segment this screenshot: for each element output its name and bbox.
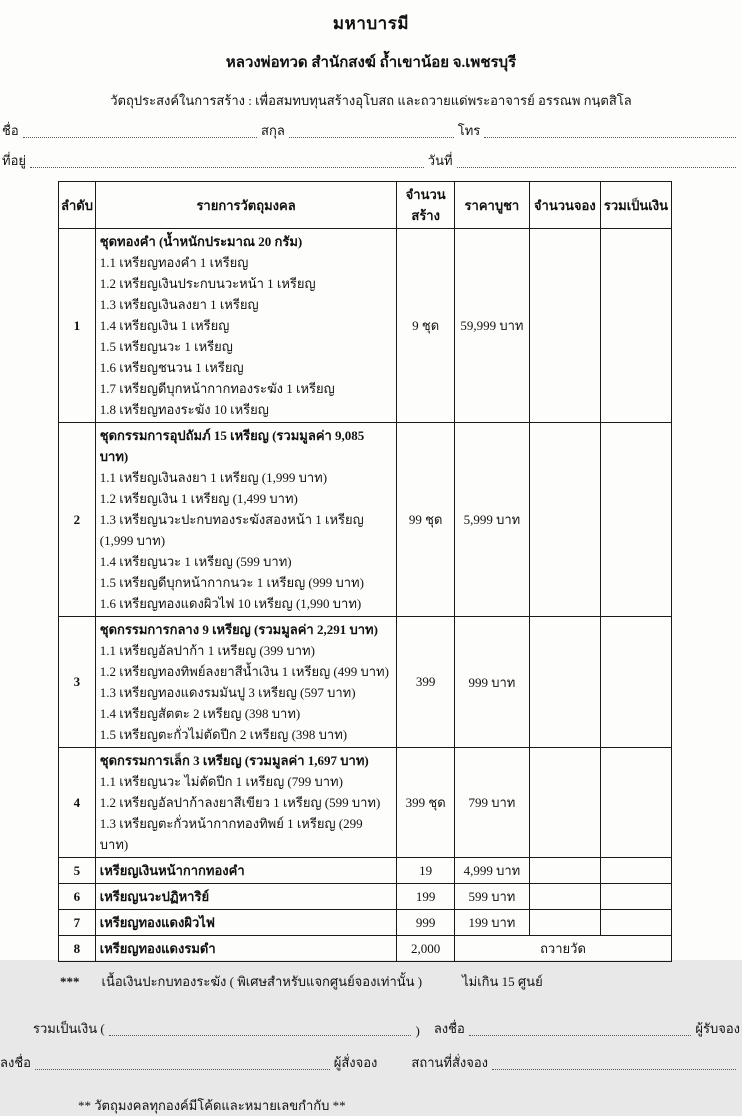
total-amount-label: รวมเป็นเงิน ( [33,1021,105,1036]
set-item: 1.5 เหรียญดีบุกหน้ากากนวะ 1 เหรียญ (999 บาท) [99,575,364,590]
row-number: 5 [59,858,96,884]
orderer-label: ผู้สั่งจอง [333,1055,378,1070]
item-name: เหรียญเงินหน้ากากทองคำ [95,858,397,884]
set-title: ชุดกรรมการกลาง 9 เหรียญ (รวมมูลค่า 2,291 บาท) [99,622,378,637]
set-item: 1.3 เหรียญเงินลงยา 1 เหรียญ [99,297,259,312]
made-count: 399 [397,617,455,748]
set-item: 1.5 เหรียญตะกั่วไม่ตัดปีก 2 เหรียญ (398 บาท) [99,727,348,742]
price-value: 5,999 บาท [454,423,529,617]
set-item: 1.5 เหรียญนวะ 1 เหรียญ [99,339,233,354]
reserve-cell [529,858,600,884]
col-header-reserved: จำนวนจอง [529,182,600,229]
set-detail-cell [95,423,397,617]
set-detail-cell [95,229,397,423]
row-number: 2 [59,423,96,617]
reserve-cell [529,423,600,617]
table-header-row [59,182,672,229]
price-value: 199 บาท [454,910,529,936]
set-item: 1.3 เหรียญนวะปะกบทองระฆังสองหน้า 1 เหรียญ (1,999 บาท) [99,512,364,548]
reserve-cell [529,617,600,748]
date-label: วันที่ [427,153,453,168]
total-cell [600,910,671,936]
table-row [59,748,672,858]
made-count: 19 [397,858,455,884]
receiver-label: ผู้รับจอง [695,1021,740,1036]
col-header-item: รายการวัตถุมงคล [95,182,397,229]
purpose-line: วัตถุประสงค์ในการสร้าง : เพื่อสมทบทุนสร้างอุโบสถ และถวายแด่พระอาจารย์ อรรณพ กนฺตสิโล [110,93,632,108]
set-item: 1.6 เหรียญชนวน 1 เหรียญ [99,360,244,375]
name-line [2,120,740,141]
phone-label: โทร [457,123,481,138]
phone-fill-line [484,134,736,138]
sign-label: ลงชื่อ [433,1021,465,1036]
row-number: 1 [59,229,96,423]
sign-label: ลงชื่อ [0,1055,31,1070]
orderer-sign-fill-line [35,1066,330,1070]
item-name: เหรียญนวะปฏิหาริย์ [95,884,397,910]
row-number: 3 [59,617,96,748]
set-item: 1.1 เหรียญนวะ ไม่ตัดปีก 1 เหรียญ (799 บาท) [99,774,343,789]
reserve-cell [529,910,600,936]
item-name: เหรียญทองแดงรมดำ [95,936,397,962]
silver-edition-footnote [60,971,742,992]
made-count: 999 [397,910,455,936]
set-item: 1.2 เหรียญเงิน 1 เหรียญ (1,499 บาท) [99,491,298,506]
footnote-text: เนื้อเงินปะกบทองระฆัง ( พิเศษสำหรับแจกศูนย์จองเท่านั้น ) [101,974,423,989]
footnote-stars: *** [60,974,80,989]
total-cell [600,858,671,884]
row-number: 7 [59,910,96,936]
table-row [59,884,672,910]
code-number-note: ** วัตถุมงคลทุกองค์มีโค้ดและหมายเลขกำกับ ** [78,1098,346,1113]
table-row [59,910,672,936]
table-row [59,423,672,617]
donation-note: ถวายวัด [454,936,671,962]
page-title: มหาบารมี [332,14,410,33]
reserve-cell [529,884,600,910]
name-label: ชื่อ [2,123,19,138]
price-value: 999 บาท [454,617,529,748]
surname-fill-line [289,134,454,138]
set-item: 1.3 เหรียญตะกั่วหน้ากากทองทิพย์ 1 เหรียญ (299 บาท) [99,816,363,852]
table-row [59,936,672,962]
set-item: 1.4 เหรียญสัตตะ 2 เหรียญ (398 บาท) [99,706,301,721]
orderer-signature-line [0,1052,740,1073]
set-detail-cell [95,748,397,858]
table-row [59,858,672,884]
set-item: 1.7 เหรียญดีบุกหน้ากากทองระฆัง 1 เหรียญ [99,381,335,396]
made-count: 199 [397,884,455,910]
price-value: 59,999 บาท [454,229,529,423]
set-item: 1.2 เหรียญเงินประกบนวะหน้า 1 เหรียญ [99,276,316,291]
reserve-cell [529,229,600,423]
surname-label: สกุล [261,123,285,138]
total-cell [600,229,671,423]
total-cell [600,423,671,617]
table-row [59,229,672,423]
total-cell [600,884,671,910]
address-line [2,150,740,171]
set-item: 1.6 เหรียญทองแดงผิวไฟ 10 เหรียญ (1,990 บาท) [99,596,362,611]
set-item: 1.4 เหรียญนวะ 1 เหรียญ (599 บาท) [99,554,292,569]
footnote-limit: ไม่เกิน 15 ศูนย์ [462,974,543,989]
set-title: ชุดกรรมการเล็ก 3 เหรียญ (รวมมูลค่า 1,697 บาท) [99,753,369,768]
set-item: 1.1 เหรียญอัลปาก้า 1 เหรียญ (399 บาท) [99,643,315,658]
set-title: ชุดทองคำ (น้ำหนักประมาณ 20 กรัม) [99,234,303,249]
made-count: 9 ชุด [397,229,455,423]
price-value: 799 บาท [454,748,529,858]
set-title: ชุดกรรมการอุปถัมภ์ 15 เหรียญ (รวมมูลค่า 9,085 บาท) [99,428,365,464]
total-amount-fill-line [109,1032,412,1036]
col-header-index: ลำดับ [59,182,96,229]
reserve-cell [529,748,600,858]
name-fill-line [23,134,257,138]
col-header-made: จำนวนสร้าง [397,182,455,229]
set-item: 1.1 เหรียญเงินลงยา 1 เหรียญ (1,999 บาท) [99,470,328,485]
total-signature-line [33,1018,740,1039]
set-item: 1.2 เหรียญทองทิพย์ลงยาสีน้ำเงิน 1 เหรียญ (499 บาท) [99,664,389,679]
address-label: ที่อยู่ [2,153,26,168]
temple-subtitle: หลวงพ่อทวด สำนักสงฆ์ ถ้ำเขาน้อย จ.เพชรบุรี [225,55,517,71]
row-number: 8 [59,936,96,962]
price-value: 4,999 บาท [454,858,529,884]
set-item: 1.1 เหรียญทองคำ 1 เหรียญ [99,255,249,270]
item-name: เหรียญทองแดงผิวไฟ [95,910,397,936]
col-header-total: รวมเป็นเงิน [600,182,671,229]
total-close-paren: ) [415,1023,420,1038]
row-number: 6 [59,884,96,910]
col-header-price: ราคาบูชา [454,182,529,229]
address-fill-line [30,164,424,168]
place-fill-line [492,1066,736,1070]
amulet-order-table [58,181,672,962]
made-count: 399 ชุด [397,748,455,858]
set-item: 1.3 เหรียญทองแดงรมมันปู 3 เหรียญ (597 บาท) [99,685,356,700]
place-label: สถานที่สั่งจอง [411,1055,489,1070]
table-row [59,617,672,748]
date-fill-line [457,164,736,168]
row-number: 4 [59,748,96,858]
total-cell [600,748,671,858]
total-cell [600,617,671,748]
receiver-sign-fill-line [469,1032,692,1036]
made-count: 99 ชุด [397,423,455,617]
set-detail-cell [95,617,397,748]
price-value: 599 บาท [454,884,529,910]
set-item: 1.2 เหรียญอัลปาก้าลงยาสีเขียว 1 เหรียญ (599 บาท) [99,795,381,810]
made-count: 2,000 [397,936,455,962]
set-item: 1.4 เหรียญเงิน 1 เหรียญ [99,318,230,333]
set-item: 1.8 เหรียญทองระฆัง 10 เหรียญ [99,402,269,417]
